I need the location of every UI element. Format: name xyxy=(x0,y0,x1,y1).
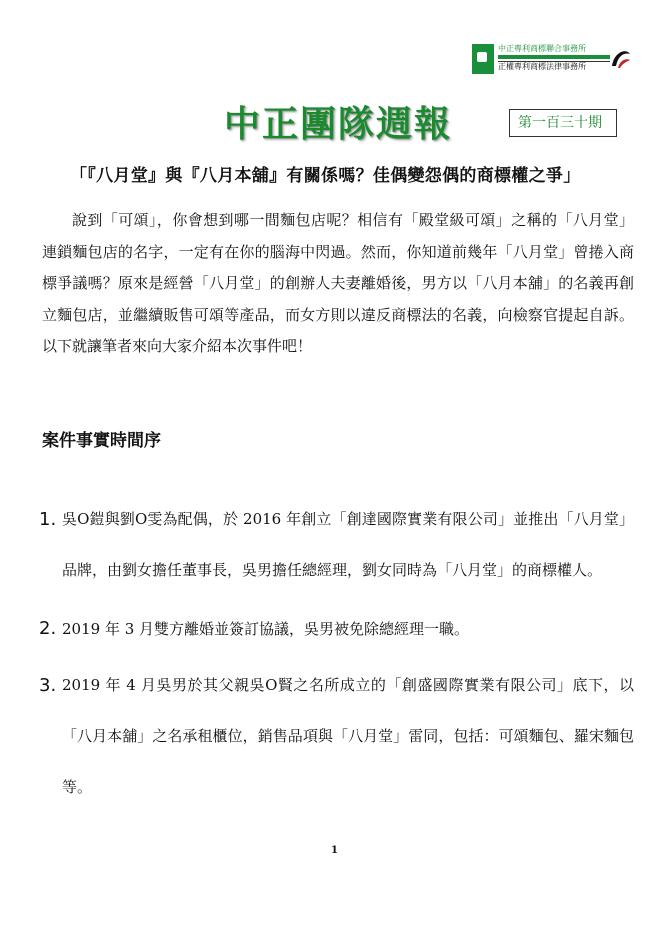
logo-mark-icon xyxy=(472,44,494,74)
list-item-number: 2. xyxy=(39,618,57,639)
list-item-number: 3. xyxy=(39,675,57,696)
newsletter-title: 中正團隊週報 xyxy=(224,104,453,145)
logo-line-2: 正權專利商標法律事務所 xyxy=(498,61,610,72)
list-item xyxy=(39,616,634,642)
logo-line-1: 中正專利商標聯合事務所 xyxy=(498,44,586,53)
intro-paragraph: 說到「可頌」，你會想到哪一間麵包店呢？相信有「殿堂級可頌」之稱的「八月堂」連鎖麵包店的名字，一定有在你的腦海中閃過。然而，你知道前幾年「八月堂」曾捲入商標爭議嗎？原來是經營「八月堂」的創辦人夫妻離婚後，男方以「八月本舖」的名義再創立麵包店，並繼續販售可頌等產品，而女方則以違反商標法的名義，向檢察官提起自訴。以下就讓筆者來向大家介紹本次事件吧！ xyxy=(42,211,634,355)
list-item-text: 2019 年 3 月雙方離婚並簽訂協議，吳男被免除總經理一職。 xyxy=(62,620,470,638)
list-item xyxy=(39,660,634,813)
page-number: 1 xyxy=(331,845,338,856)
firm-logo xyxy=(472,44,632,78)
section-heading: 案件事實時間序 xyxy=(42,431,161,451)
list-item-number: 1. xyxy=(39,509,57,530)
list-item xyxy=(39,494,634,596)
logo-swirl-icon xyxy=(610,46,632,70)
list-item-text: 2019 年 4 月吳男於其父親吳O賢之名所成立的「創盛國際實業有限公司」底下，以「八月本舖」之名承租櫃位，銷售品項與「八月堂」雷同，包括：可頌麵包、羅宋麵包等。 xyxy=(62,676,634,796)
timeline-list xyxy=(39,494,634,813)
article-headline: 「『八月堂』與『八月本舖』有關係嗎？佳偶變怨偶的商標權之爭」 xyxy=(70,166,581,186)
list-item-text: 吳O鎧與劉O雯為配偶，於 2016 年創立「創達國際實業有限公司」並推出「八月堂」品牌，由劉女擔任董事長，吳男擔任總經理，劉女同時為「八月堂」的商標權人。 xyxy=(62,510,634,579)
issue-number-box: 第一百三十期 xyxy=(509,109,617,137)
